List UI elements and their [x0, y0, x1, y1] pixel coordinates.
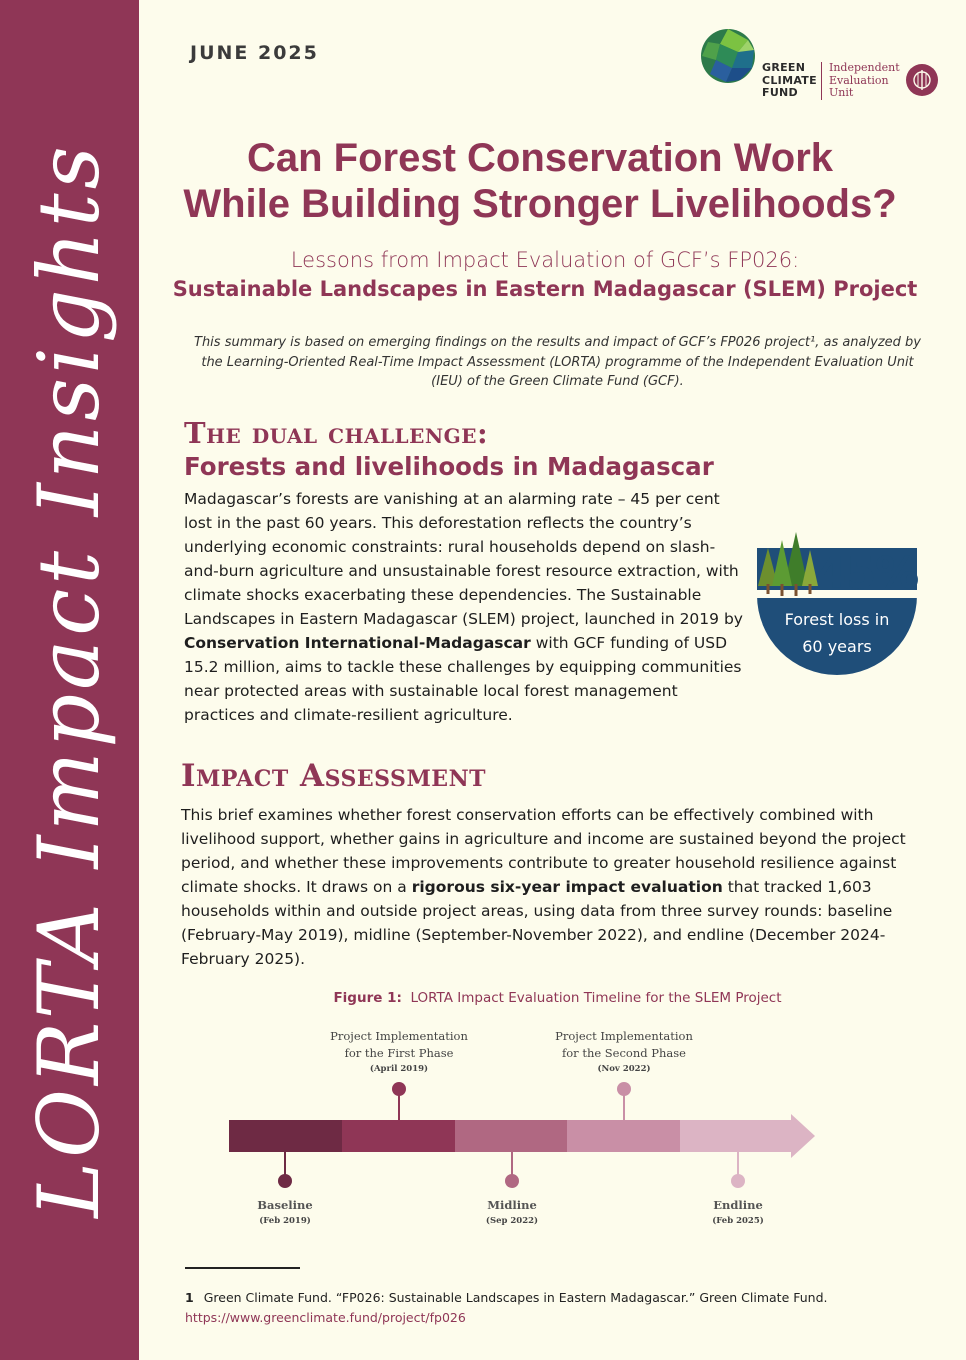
ieu-emblem-icon	[906, 64, 938, 96]
top-event-2-line2: for the Second Phase	[561, 1046, 686, 1060]
gcf-line3: FUND	[762, 86, 798, 99]
timeline-arrowhead	[791, 1114, 815, 1158]
figure-caption-text: LORTA Impact Evaluation Timeline for the SLEM Project	[410, 990, 782, 1006]
section1-heading: The dual challenge:	[184, 416, 489, 450]
footnote-rule	[185, 1267, 300, 1269]
section2-paragraph	[181, 803, 921, 971]
bottom-event-1-date: (Feb 2019)	[259, 1216, 311, 1226]
top-event-1-label	[299, 1028, 499, 1062]
main-title-line2: While Building Stronger Livelihoods?	[183, 182, 897, 226]
logo-divider	[821, 62, 822, 100]
top-event-2-date: (Nov 2022)	[597, 1064, 651, 1074]
stat-value: 45%	[816, 548, 919, 599]
subtitle-line2: Sustainable Landscapes in Eastern Madagascar (SLEM) Project	[172, 277, 918, 301]
top-event-2-line1: Project Implementation	[555, 1029, 693, 1043]
section1-paragraph	[184, 487, 749, 727]
timeline-segment-3	[455, 1120, 567, 1152]
section1-text-b: with GCF funding of USD 15.2 million, aims to tackle these challenges by equipping communities near protected areas with sustainable local forest management practices and climate-resilient agriculture.	[184, 634, 742, 724]
section2-text-bold: rigorous six-year impact evaluation	[411, 878, 723, 896]
section2-text-a: This brief examines whether forest conservation efforts can be effectively combined with livelihood support, whether gains in agriculture and income are sustained beyond the project period, and whether these improvements contribute to greater household resilience against climate shocks. It draws on a	[181, 806, 906, 896]
stat-label-line1: Forest loss in	[784, 610, 890, 629]
bottom-event-3-dot	[731, 1174, 745, 1188]
section2-heading: Impact Assessment	[181, 758, 487, 794]
bottom-event-3-date: (Feb 2025)	[712, 1216, 764, 1226]
footnote-text: Green Climate Fund. “FP026: Sustainable Landscapes in Eastern Madagascar.” Green Climate Fund.	[203, 1290, 828, 1305]
section1-text-a: Madagascar’s forests are vanishing at an alarming rate – 45 per cent lost in the past 60 years. This deforestation reflects the country’s underlying economic constraints: rural households depend on slash-and-burn agriculture and unsustainable forest resource extraction, with climate shocks exacerbating these dependencies. The Sustainable Landscapes in Eastern Madagascar (SLEM) project, launched in 2019 by	[184, 490, 743, 628]
ieu-wordmark	[829, 62, 900, 100]
figure-caption	[190, 990, 925, 1006]
sidebar	[0, 0, 139, 1360]
top-event-1-date: (April 2019)	[369, 1064, 429, 1074]
stat-label	[757, 606, 917, 660]
footnote	[185, 1288, 828, 1328]
bottom-event-1-dot	[278, 1174, 292, 1188]
timeline-segment-2	[342, 1120, 455, 1152]
summary-note: This summary is based on emerging findings on the results and impact of GCF’s FP026 project¹, as analyzed by the Learning-Oriented Real-Time Impact Assessment (LORTA) programme of the Independent Evaluation Unit (IEU) of the Green Climate Fund (GCF).	[194, 335, 921, 389]
footnote-link[interactable]: https://www.greenclimate.fund/project/fp026	[185, 1310, 466, 1325]
top-event-2-label	[524, 1028, 724, 1062]
timeline-segment-1	[229, 1120, 342, 1152]
main-title	[150, 135, 930, 227]
subtitle-line1: Lessons from Impact Evaluation of GCF’s FP026:	[290, 248, 800, 272]
bottom-event-3-label: Endline	[713, 1198, 763, 1212]
section2-text-b: that tracked 1,603 households within and outside project areas, using data from three survey rounds: baseline (February-May 2019), midline (September-November 2022), and endline (December 2024-February 2025).	[181, 878, 893, 968]
top-event-2-pin	[623, 1094, 626, 1120]
timeline-segment-4	[567, 1120, 680, 1152]
bottom-event-1-label: Baseline	[257, 1198, 313, 1212]
publication-date: JUNE 2025	[190, 42, 319, 64]
figure-label: Figure 1:	[333, 990, 402, 1006]
ieu-line3: Unit	[829, 86, 854, 99]
ieu-line2: Evaluation	[829, 73, 889, 87]
gcf-wordmark	[762, 62, 817, 100]
gcf-line2: CLIMATE	[762, 73, 817, 87]
top-event-1-pin	[398, 1094, 401, 1120]
timeline-segment-5	[680, 1120, 792, 1152]
stat-label-line2: 60 years	[802, 637, 872, 656]
section1-text-bold: Conservation International-Madagascar	[184, 634, 531, 652]
footnote-number: 1	[185, 1290, 194, 1305]
timeline-figure	[220, 1020, 840, 1240]
bottom-event-2-date: (Sep 2022)	[485, 1216, 539, 1226]
top-event-1-line2: for the First Phase	[344, 1046, 454, 1060]
main-title-line1: Can Forest Conservation Work	[246, 136, 834, 180]
bottom-event-2-label: Midline	[487, 1198, 537, 1212]
gcf-ieu-logo	[700, 28, 945, 104]
trees-icon	[754, 530, 824, 600]
gcf-line1: GREEN	[762, 61, 806, 74]
forest-loss-stat	[754, 530, 924, 680]
section1-subheading: Forests and livelihoods in Madagascar	[184, 452, 714, 481]
top-event-1-line1: Project Implementation	[330, 1029, 468, 1043]
gcf-globe-icon	[700, 28, 756, 84]
sidebar-title: LORTA Impact Insights	[20, 142, 118, 1218]
ieu-line1: Independent	[829, 61, 900, 74]
bottom-event-2-dot	[505, 1174, 519, 1188]
